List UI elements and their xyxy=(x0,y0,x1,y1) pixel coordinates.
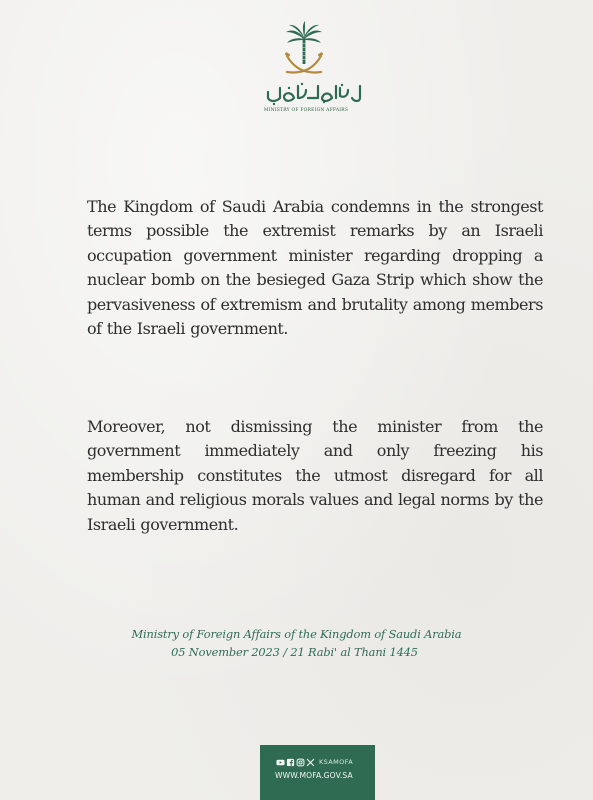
facebook-icon[interactable] xyxy=(286,758,295,767)
statement-paragraph-2: Moreover, not dismissing the minister from the government immediately and only freezing his membership constitutes the utmost disregard for all human and religious morals values and legal norms by the Israeli government. xyxy=(87,417,543,534)
social-handle: KSAMOFA xyxy=(319,758,354,766)
x-icon[interactable] xyxy=(306,758,315,767)
signature-ministry: Ministry of Foreign Affairs of the Kingdom of Saudi Arabia xyxy=(131,627,462,641)
social-icons-row xyxy=(276,757,353,767)
saudi-emblem-icon xyxy=(281,20,327,82)
website-link[interactable]: WWW.MOFA.GOV.SA xyxy=(275,771,353,780)
signature-date: 05 November 2023 / 21 Rabi' al Thani 1445 xyxy=(171,645,418,659)
ministry-caption: MINISTRY OF FOREIGN AFFAIRS xyxy=(263,108,349,113)
instagram-icon[interactable] xyxy=(296,758,305,767)
footer-badge xyxy=(260,745,375,800)
youtube-icon[interactable] xyxy=(276,758,285,767)
statement-paragraph-1: The Kingdom of Saudi Arabia condemns in the strongest terms possible the extremist remarks by an Israeli occupation government minister regarding dropping a nuclear bomb on the besieged Gaza Strip which show the pervasiveness of extremism and brutality among members of the Israeli government. xyxy=(87,197,543,339)
arabic-ministry-logotype xyxy=(262,80,366,106)
